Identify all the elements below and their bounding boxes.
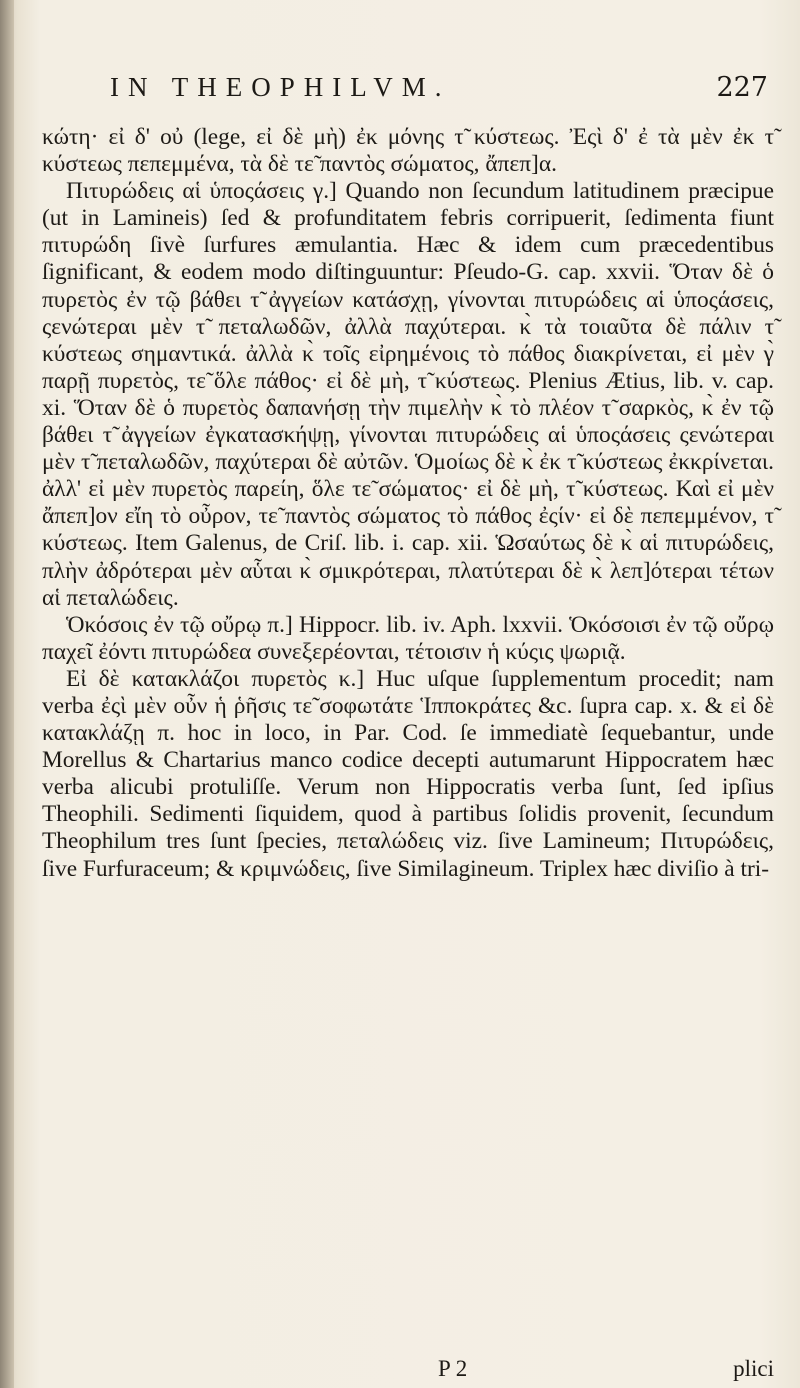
page-number: 227 bbox=[716, 72, 768, 103]
paragraph-1: κώτη· εἰ δ' οὐ (lege, εἰ δὲ μὴ) ἐκ μόνης τ̃ κύστεως. Ἐςὶ δ' ἐ τὰ μὲν ἐκ τ̃ κύστεως πεπεμμένα, τὰ δὲ τε̃ παντὸς σώματος, ἄπεπ]α. bbox=[42, 124, 774, 178]
body-text bbox=[42, 124, 774, 883]
paragraph-3: Ὁκόσοις ἐν τῷ οὔρῳ π.] Hippocr. lib. iv. Aph. lxxvii. Ὁκόσοισι ἐν τῷ οὔρῳ παχεῖ ἐόντι πιτυρώδεα συνεξερέονται, τέτοισιν ἡ κύςις ψωριᾷ. bbox=[42, 611, 774, 665]
page-header bbox=[42, 72, 774, 116]
catchword: plici bbox=[733, 1356, 774, 1381]
page-footer bbox=[42, 1356, 774, 1382]
running-title: IN THEOPHILVM. bbox=[110, 72, 451, 102]
paragraph-2: Πιτυρώδεις αἱ ὑποςάσεις γ.] Quando non ſecundum latitudinem præcipue (ut in Lamineis) ſed & profunditatem febris corripuerit, ſedimenta fiunt πιτυρώδη ſivè ſurfures æmulantia. Hæc & idem cum præcedentibus ſignificant, & eodem modo diſtinguuntur: Pſeudo-G. cap. xxvii. Ὅταν δὲ ὁ πυρετὸς ἐν τῷ βάθει τ̃ ἀγγείων κατάσχῃ, γίνονται πιτυρώδεις αἱ ὑποςάσεις, ςενώτεραι μὲν τ̃ πεταλωδῶν, ἀλλὰ παχύτεραι. κ̀ τὰ τοιαῦτα δὲ πάλιν τ̃ κύστεως σημαντικά. ἀλλὰ κ̀ τοῖς εἰρημένοις τὸ πάθος διακρίνεται, εἰ μὲν γ̀ παρῇ πυρετὸς, τε̃ ὅλε πάθος· εἰ δὲ μὴ, τ̃ κύστεως. Plenius Ætius, lib. v. cap. xi. Ὅταν δὲ ὁ πυρετὸς δαπανήσῃ τὴν πιμελὴν κ̀ τὸ πλέον τ̃ σαρκὸς, κ̀ ἐν τῷ βάθει τ̃ ἀγγείων ἐγκατασκήψῃ, γίνονται πιτυρώδεις αἱ ὑποςάσεις ςενώτεραι μὲν τ̃ πεταλωδῶν, παχύτεραι δὲ αὐτῶν. Ὁμοίως δὲ κ̀ ἐκ τ̃ κύστεως ἐκκρίνεται. ἀλλ' εἰ μὲν πυρετὸς παρείη, ὅλε τε̃ σώματος· εἰ δὲ μὴ, τ̃ κύστεως. Καὶ εἰ μὲν ἄπεπ]ον εἴη τὸ οὖρον, τε̃ παντὸς σώματος τὸ πάθος ἐςίν· εἰ δὲ πεπεμμένον, τ̃ κύστεως. Item Galenus, de Criſ. lib. i. cap. xii. Ὡσαύτως δὲ κ̀ αἱ πιτυρώδεις, πλὴν ἀδρότεραι μὲν αὗται κ̀ σμικρότεραι, πλατύτεραι δὲ κ̀ λεπ]ότεραι τέτων αἱ πεταλώδεις. bbox=[42, 178, 774, 611]
book-gutter-shadow bbox=[0, 0, 14, 1388]
signature-mark: P 2 bbox=[438, 1356, 468, 1381]
paragraph-4: Εἰ δὲ κατακλάζοι πυρετὸς κ.] Huc uſque ſupplementum procedit; nam verba ἐςὶ μὲν οὖν ἡ ῥῆσις τε̃ σοφωτάτε Ἱπποκράτες &c. ſupra cap. x. & εἰ δὲ κατακλάζῃ π. hoc in loco, in Par. Cod. ſe immediatè ſequebantur, unde Morellus & Chartarius manco codice decepti autumarunt Hippocratem hæc verba alicubi protuliſſe. Verum non Hippocratis verba ſunt, ſed ipſius Theophili. Sedimenti ſiquidem, quod à partibus ſolidis provenit, ſecundum Theophilum tres ſunt ſpecies, πεταλώδεις viz. ſive Lamineum; Πιτυρώδεις, ſive Furfuraceum; & κριμνώδεις, ſive Similagineum. Triplex hæc diviſio à tri- bbox=[42, 665, 774, 882]
